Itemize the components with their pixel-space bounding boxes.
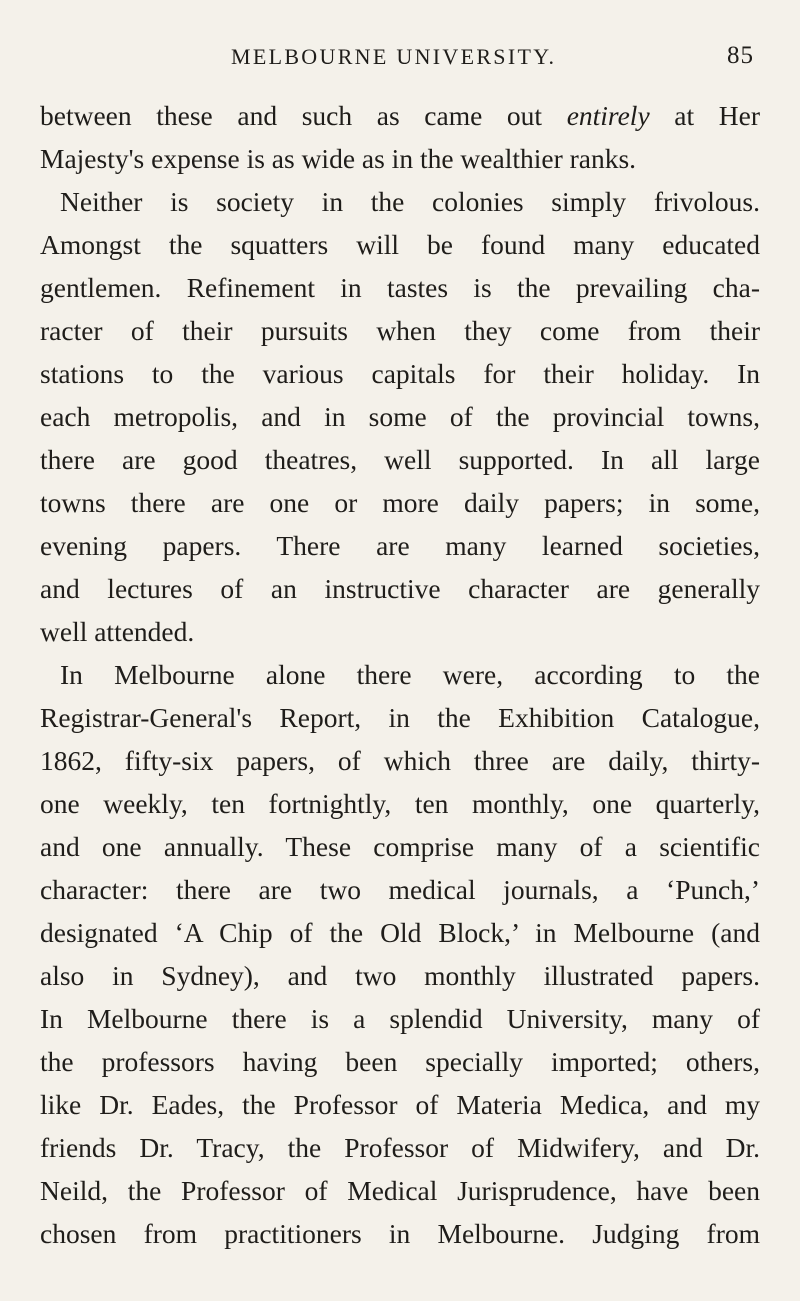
text-line: and one annually. These comprise many of a scientific [40, 831, 760, 862]
text-line: gentlemen. Refinement in tastes is the prevailing cha- [40, 272, 760, 303]
paragraph-start-line: In Melbourne alone there were, according to the [60, 659, 760, 690]
text-line: 1862, fifty-six papers, of which three are daily, thirty- [40, 745, 760, 776]
text-line: Majesty's expense is as wide as in the wealthier ranks. [40, 143, 637, 174]
text-line: also in Sydney), and two monthly illustrated papers. [40, 960, 760, 991]
emphasized-word: entirely [566, 100, 650, 131]
text-line: Amongst the squatters will be found many educated [40, 229, 760, 260]
text-line: there are good theatres, well supported. In all large [40, 444, 760, 475]
text-line: designated ‘A Chip of the Old Block,’ in Melbourne (and [40, 917, 760, 948]
text-line: one weekly, ten fortnightly, ten monthly, one quarterly, [40, 788, 760, 819]
text-line: well attended. [40, 616, 195, 647]
text-line: friends Dr. Tracy, the Professor of Midwifery, and Dr. [40, 1132, 760, 1163]
text-line: towns there are one or more daily papers; in some, [40, 487, 760, 518]
text-line: evening papers. There are many learned societies, [40, 530, 760, 561]
text-line: Registrar-General's Report, in the Exhibition Catalogue, [40, 702, 760, 733]
text-line: racter of their pursuits when they come from their [40, 315, 760, 346]
page-number: 85 [727, 42, 754, 69]
running-head: MELBOURNE UNIVERSITY. [231, 44, 557, 69]
text-line: like Dr. Eades, the Professor of Materia Medica, and my [40, 1089, 760, 1120]
text-line: character: there are two medical journals, a ‘Punch,’ [40, 874, 760, 905]
text-line: the professors having been specially imported; others, [40, 1046, 760, 1077]
text-line: Neild, the Professor of Medical Jurisprudence, have been [40, 1175, 760, 1206]
text-line: and lectures of an instructive character are generally [40, 573, 760, 604]
text-line [40, 94, 760, 137]
text-line: In Melbourne there is a splendid University, many of [40, 1003, 760, 1034]
paragraph-start-line: Neither is society in the colonies simply frivolous. [60, 186, 760, 217]
text-line: chosen from practitioners in Melbourne. Judging from [40, 1218, 760, 1249]
body-text [40, 94, 760, 1255]
text-fragment: at Her [649, 100, 760, 131]
text-line: stations to the various capitals for their holiday. In [40, 358, 760, 389]
text-line: each metropolis, and in some of the provincial towns, [40, 401, 760, 432]
text-fragment: between these and such as came out [40, 100, 567, 131]
